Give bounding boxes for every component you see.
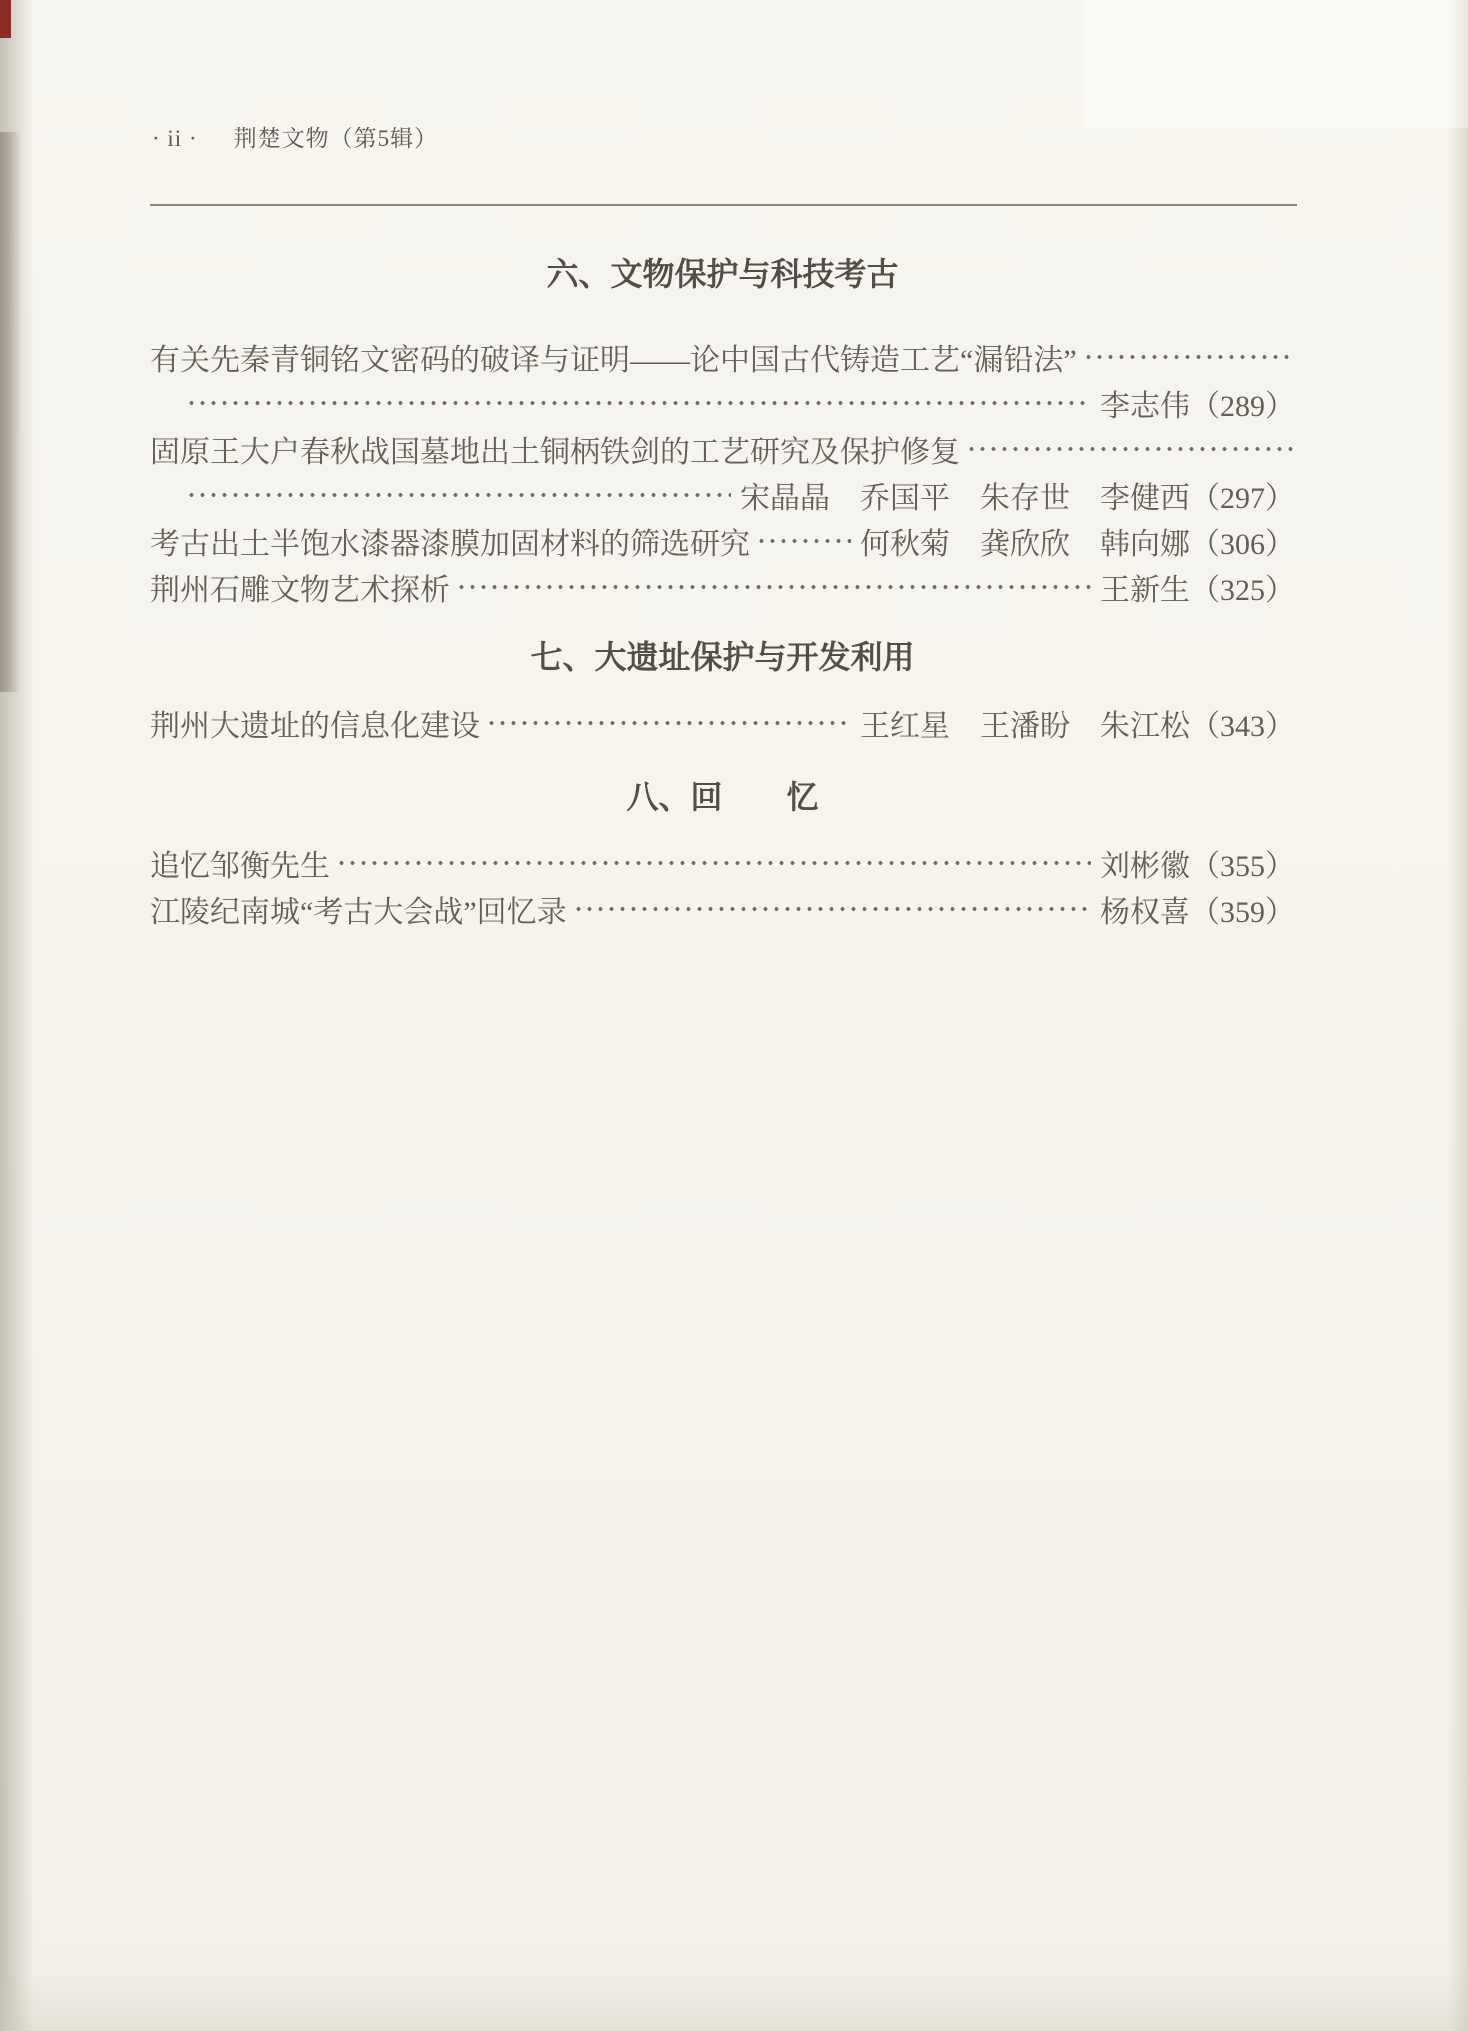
toc-entry-line [150, 426, 1295, 472]
dot-leader [756, 518, 851, 564]
table-of-contents [150, 244, 1295, 932]
toc-entry-title: 江陵纪南城“考古大会战”回忆录 [150, 896, 567, 929]
dot-leader [336, 840, 1091, 886]
dot-leader [966, 426, 1295, 472]
toc-entry-page-number: （297） [1190, 482, 1295, 515]
running-head [152, 120, 438, 153]
dot-leader [1083, 334, 1295, 380]
folio-number: · ii · [152, 126, 198, 151]
header-rule [150, 204, 1297, 206]
toc-entry-authors: 王新生 [1100, 574, 1190, 607]
dot-leader [573, 886, 1091, 932]
left-gutter-shadow-dark [0, 132, 22, 692]
toc-entry-title: 追忆邹衡先生 [150, 850, 330, 883]
toc-entry-page-number: （306） [1190, 528, 1295, 561]
running-head-title: 荆楚文物（第5辑） [233, 126, 439, 151]
toc-entry-page-number: （325） [1190, 574, 1295, 607]
right-page-edge-shadow [1448, 0, 1468, 2031]
toc-entry-continuation [150, 472, 1295, 518]
toc-entry-page-number: （355） [1190, 850, 1295, 883]
bottom-page-shade [0, 1971, 1468, 2031]
toc-entry-authors: 何秋菊 龚欣欣 韩向娜 [860, 528, 1190, 561]
toc-entry-authors: 宋晶晶 乔国平 朱存世 李健西 [740, 482, 1190, 515]
toc-entry-line [150, 518, 1295, 564]
toc-entry-title: 荆州石雕文物艺术探析 [150, 574, 450, 607]
toc-entry-line [150, 886, 1295, 932]
toc-entry-authors: 李志伟 [1100, 390, 1190, 423]
toc-entry-title: 有关先秦青铜铭文密码的破译与证明——论中国古代铸造工艺“漏铅法” [150, 344, 1077, 377]
toc-entry-authors: 杨权喜 [1100, 896, 1190, 929]
dot-leader [456, 564, 1091, 610]
toc-entry-authors: 王红星 王潘盼 朱江松 [860, 710, 1190, 743]
toc-entry-title: 荆州大遗址的信息化建设 [150, 710, 480, 743]
toc-entry-page-number: （359） [1190, 896, 1295, 929]
dot-leader [186, 472, 731, 518]
scan-light-patch [1084, 0, 1468, 128]
toc-entry-line [150, 840, 1295, 886]
section-heading-6: 六、文物保护与科技考古 [546, 256, 899, 292]
section-heading-8: 八、回 忆 [626, 779, 819, 815]
toc-entry-title: 固原王大户春秋战国墓地出土铜柄铁剑的工艺研究及保护修复 [150, 436, 960, 469]
toc-entry-title: 考古出土半饱水漆器漆膜加固材料的筛选研究 [150, 528, 750, 561]
toc-entry-page-number: （343） [1190, 710, 1295, 743]
toc-entry-authors: 刘彬徽 [1100, 850, 1190, 883]
toc-entry-line [150, 334, 1295, 380]
toc-entry-line [150, 700, 1295, 746]
dot-leader [186, 380, 1091, 426]
toc-entry-page-number: （289） [1190, 390, 1295, 423]
toc-entry-continuation [150, 380, 1295, 426]
toc-entry-line [150, 564, 1295, 610]
section-heading-7: 七、大遗址保护与开发利用 [530, 639, 915, 675]
scan-artifact-red-sliver [0, 0, 11, 38]
dot-leader [486, 700, 851, 746]
